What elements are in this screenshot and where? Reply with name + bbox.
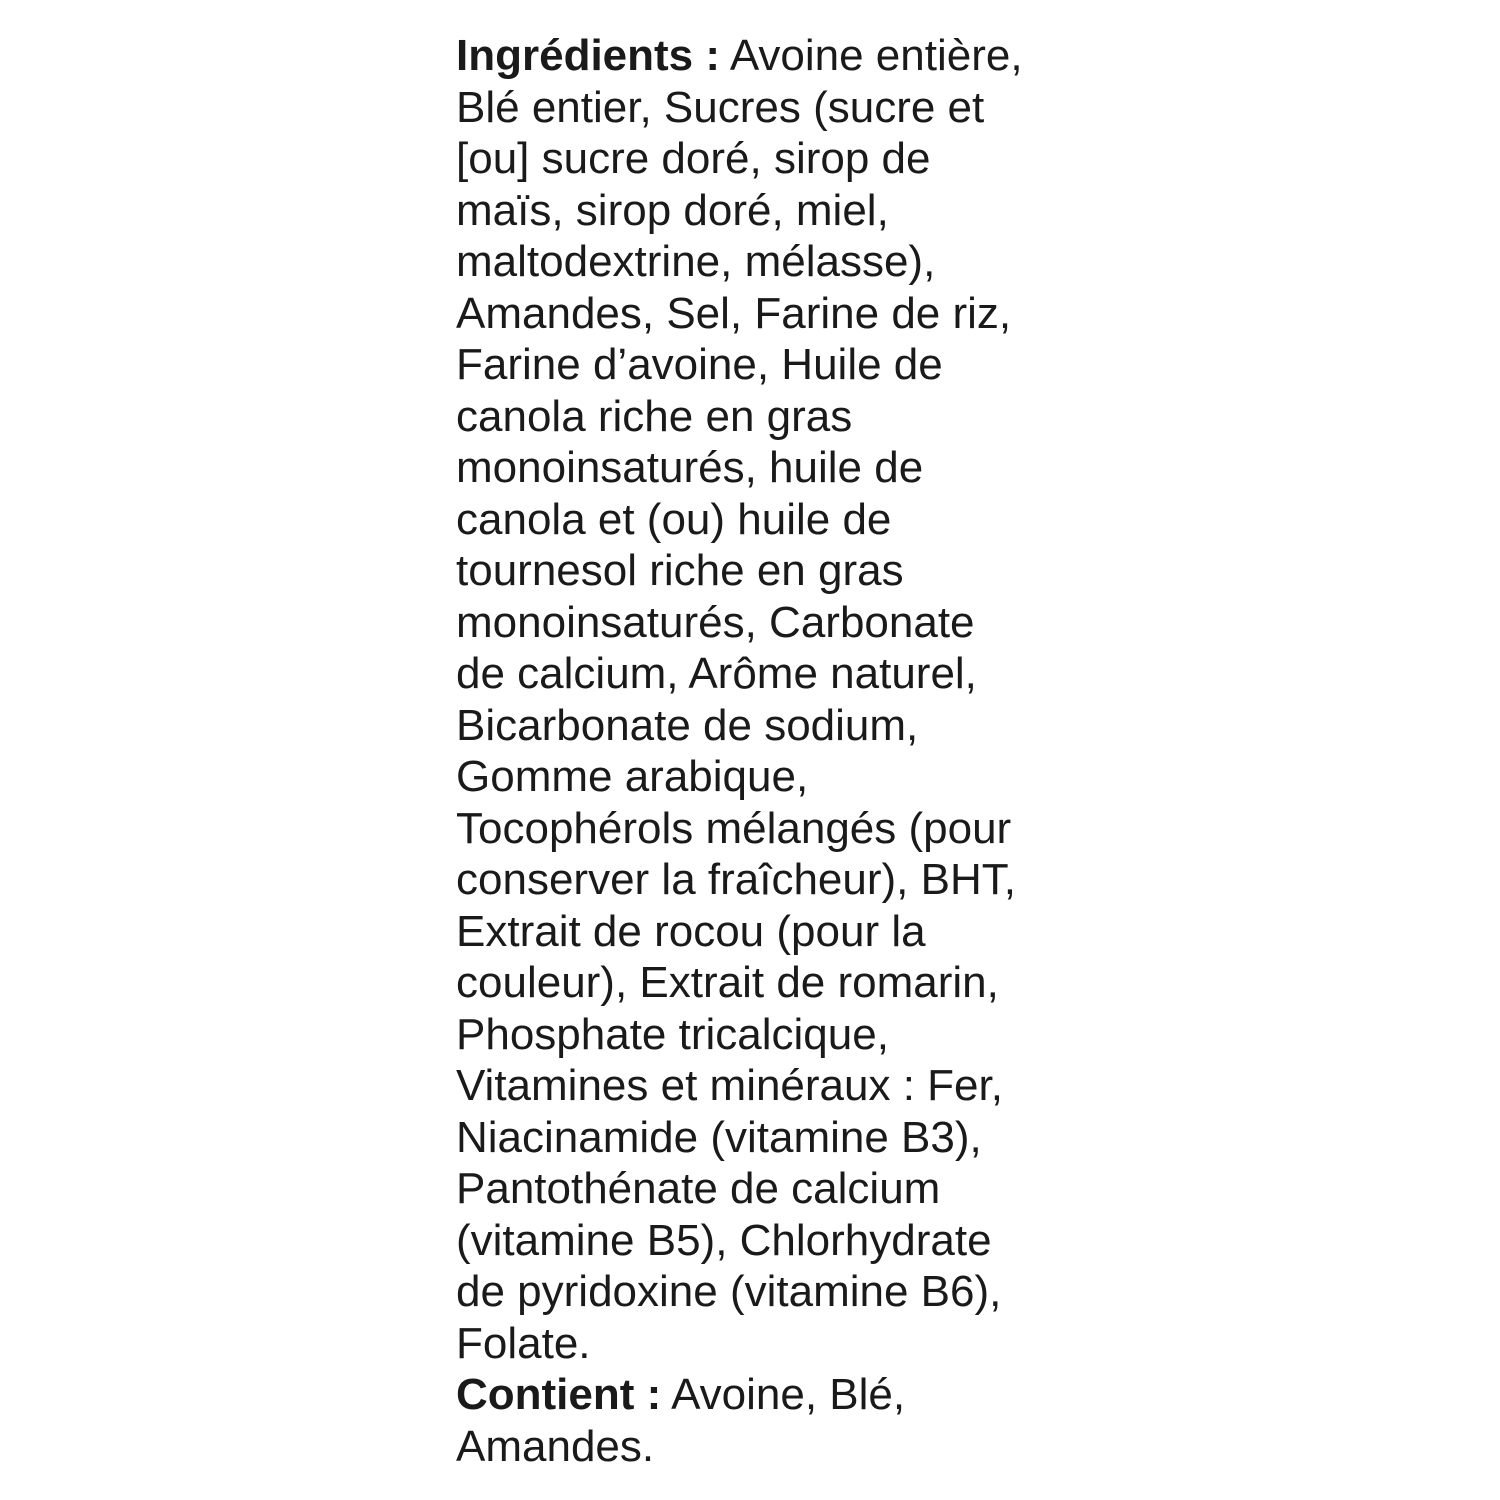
ingredients-line: maltodextrine, mélasse), — [456, 237, 936, 286]
ingredients-line: [ou] sucre doré, sirop de — [456, 134, 931, 183]
ingredients-text: Avoine entière, — [720, 31, 1023, 80]
ingredients-line: Folate. — [456, 1318, 591, 1368]
ingredients-line: Amandes, Sel, Farine de riz, — [456, 288, 1012, 338]
contains-line-1 — [456, 1369, 1456, 1421]
ingredients-line: monoinsaturés, Carbonate — [456, 597, 975, 647]
ingredients-heading: Ingrédients : — [456, 31, 721, 80]
contains-line: Amandes. — [456, 1421, 655, 1471]
ingredients-line: maïs, sirop doré, miel, — [456, 185, 889, 235]
ingredients-line-1 — [456, 30, 1456, 82]
ingredients-line: (vitamine B5), Chlorhydrate — [456, 1215, 992, 1265]
ingredients-line: Niacinamide (vitamine B3), — [456, 1112, 982, 1162]
ingredients-line: Gomme arabique, — [456, 752, 809, 801]
ingredients-line: de pyridoxine (vitamine B6), — [456, 1267, 1002, 1316]
ingredients-line: Farine d’avoine, Huile de — [456, 340, 943, 389]
ingredients-line: couleur), Extrait de romarin, — [456, 958, 999, 1007]
ingredients-line: canola et (ou) huile de — [456, 494, 892, 544]
ingredients-line: canola riche en gras — [456, 391, 853, 441]
ingredients-line: conserver la fraîcheur), BHT, — [456, 855, 1016, 904]
contains-heading: Contient : — [456, 1370, 662, 1419]
ingredients-line: monoinsaturés, huile de — [456, 443, 924, 492]
ingredients-line: Phosphate tricalcique, — [456, 1009, 889, 1059]
ingredient-label — [456, 30, 1456, 1472]
ingredients-line: Pantothénate de calcium — [456, 1164, 941, 1213]
contains-text: Avoine, Blé, — [661, 1370, 906, 1419]
ingredients-line: Tocophérols mélangés (pour — [456, 803, 1012, 853]
ingredients-line: Blé entier, Sucres (sucre et — [456, 82, 985, 132]
ingredients-line: Bicarbonate de sodium, — [456, 700, 919, 750]
ingredients-line: Vitamines et minéraux : Fer, — [456, 1061, 1003, 1110]
ingredients-line: de calcium, Arôme naturel, — [456, 649, 977, 698]
ingredients-line: Extrait de rocou (pour la — [456, 906, 926, 956]
ingredients-line: tournesol riche en gras — [456, 546, 904, 595]
